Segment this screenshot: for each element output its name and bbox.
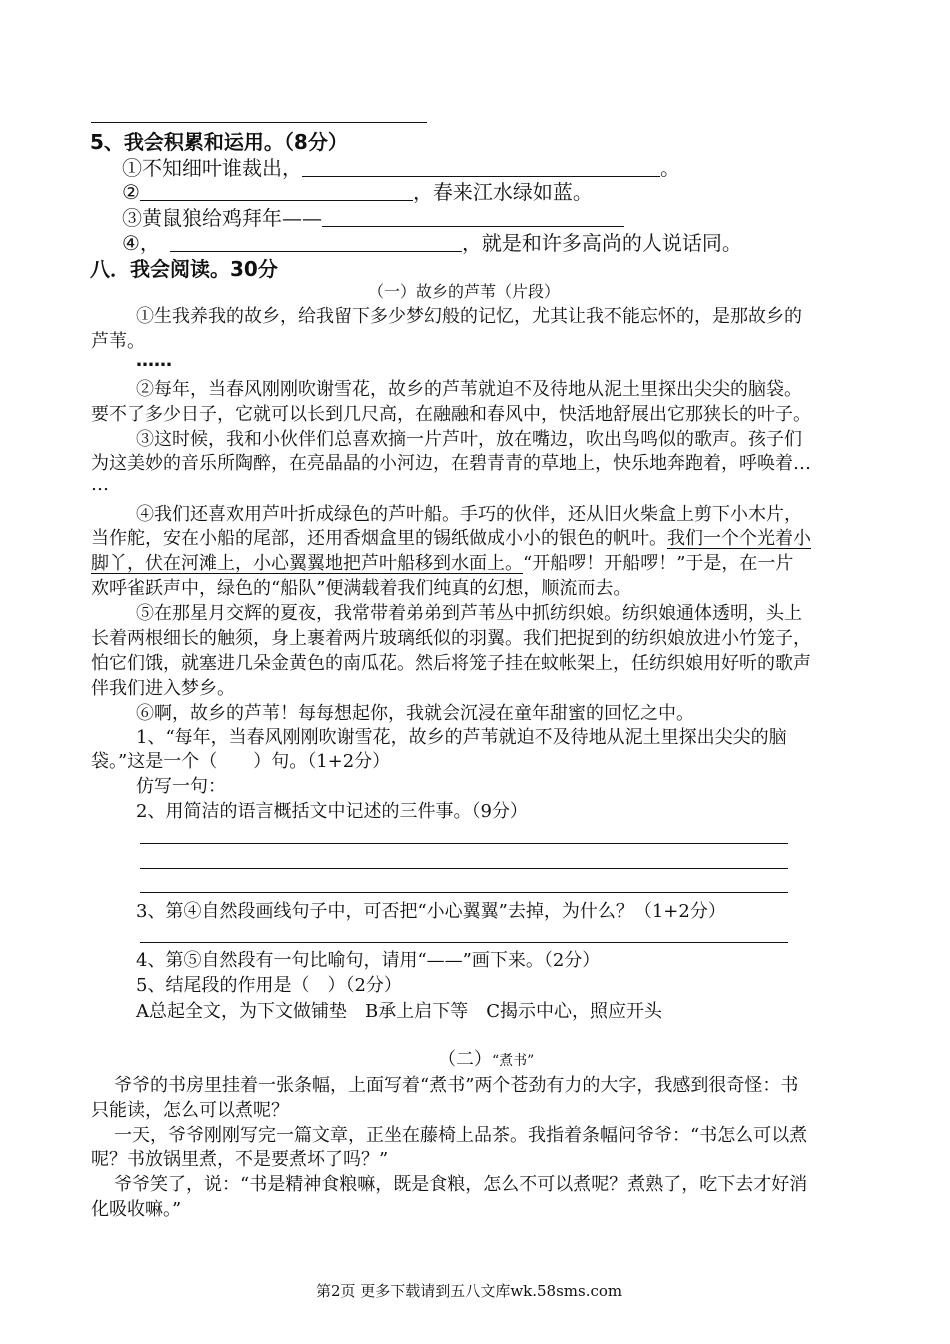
r1-p5-line3: 怕它们饿，就塞进几朵金黄色的南瓜花。然后将笼子挂在蚊帐架上，任纺织娘用好听的歌声 [91, 653, 811, 674]
r1-p4-underlined-start: 我们一个个光着小 [667, 528, 811, 549]
r2-p1-line2: 只能读，怎么可以煮呢？ [91, 1100, 289, 1121]
r1-p4-line4: 欢呼雀跃声中，绿色的“船队”便满载着我们纯真的幻想，顺流而去。 [91, 578, 632, 599]
q5-item-3-blank[interactable] [322, 206, 624, 227]
r1-p5-line2: 长着两根细长的触须，身上裹着两片玻璃纸似的羽翼。我们把捉到的纺织娘放进小竹笼子， [91, 628, 811, 649]
r1-q5-options: A总起全文，为下文做铺垫 B承上启下等 C揭示中心，照应开头 [136, 1001, 662, 1022]
r1-q1-line2: 袋。”这是一个（ ）句。（1+2分） [91, 751, 391, 772]
r1-q4: 4、第⑤自然段有一句比喻句，请用“——”画下来。（2分） [136, 950, 601, 971]
q5-item-3-prompt: ③黄鼠狼给鸡拜年—— [122, 206, 322, 230]
r1-p5-line1: ⑤在那星月交辉的夏夜，我常带着弟弟到芦苇丛中抓纺织娘。纺织娘通体透明，头上 [136, 603, 802, 624]
r1-q2-answer-line-1[interactable] [140, 843, 788, 844]
r2-p3-line2: 化吸收嘛。” [91, 1199, 182, 1220]
page-footer: 第2页 更多下载请到五八文库wk.58sms.com [316, 1282, 623, 1300]
r2-p3-line1: 爷爷笑了，说：“书是精神食粮嘛，既是食粮，怎么不可以煮呢？煮熟了，吃下去才好消 [114, 1174, 808, 1195]
r1-ellipsis: …… [136, 350, 172, 371]
r1-p1-line1: ①生我养我的故乡，给我留下多少梦幻般的记忆，尤其让我不能忘怀的，是那故乡的 [136, 306, 802, 327]
r1-p5-line4: 伴我们进入梦乡。 [91, 678, 235, 699]
r1-p6-line1: ⑥啊，故乡的芦苇！每每想起你，我就会沉浸在童年甜蜜的回忆之中。 [136, 703, 694, 724]
r1-p2-line2: 要不了多少日子，它就可以长到几尺高，在融融和春风中，快活地舒展出它那狭长的叶子。 [91, 404, 811, 425]
top-answer-line [91, 122, 427, 123]
r1-q3-answer-line[interactable] [140, 942, 788, 943]
section-8-title: 八．我会阅读。30分 [90, 257, 278, 281]
reading-1-title: （一）故乡的芦苇（片段） [368, 282, 561, 301]
q5-item-1-blank[interactable] [302, 156, 660, 177]
r1-p4-underlined-end: 脚丫，伏在河滩上，小心翼翼地把芦叶船移到水面上。 [91, 553, 523, 574]
r1-q1-imitate: 仿写一句： [136, 776, 226, 797]
r1-p4-line3-text: “开船啰！开船啰！”于是，在一片 [523, 553, 794, 574]
r2-p2-line1: 一天，爷爷刚刚写完一篇文章，正坐在藤椅上品茶。我指着条幅问爷爷：“书怎么可以煮 [114, 1125, 808, 1146]
reading-2-title-num: （二） [438, 1049, 492, 1070]
r1-p3-line1: ③这时候，我和小伙伴们总喜欢摘一片芦叶，放在嘴边，吹出鸟鸣似的歌声。孩子们 [136, 429, 802, 450]
r1-p3-line3: … [91, 474, 109, 495]
q5-item-2-blank[interactable] [140, 180, 413, 201]
q5-item-4 [122, 227, 742, 256]
r1-q2-answer-line-3[interactable] [140, 892, 788, 893]
r1-p1-line2: 芦苇。 [91, 331, 145, 352]
reading-2-title-text: “煮书” [492, 1053, 535, 1069]
r1-q5: 5、结尾段的作用是（ ）（2分） [136, 975, 402, 996]
q5-item-2-prompt: ② [122, 180, 140, 204]
r1-p2-line1: ②每年，当春风刚刚吹谢雪花，故乡的芦苇就迫不及待地从泥土里探出尖尖的脑袋。 [136, 379, 802, 400]
q5-item-2-end: ，春来江水绿如蓝。 [412, 180, 593, 204]
r2-p1-line1: 爷爷的书房里挂着一张条幅，上面写着“煮书”两个苍劲有力的大字，我感到很奇怪：书 [114, 1075, 799, 1096]
q5-item-1-end: 。 [660, 156, 680, 180]
r1-p4-line3 [91, 549, 793, 575]
r1-q2: 2、用简洁的语言概括文中记述的三件事。（9分） [136, 801, 528, 822]
reading-2-title [438, 1045, 534, 1071]
q5-item-1-prompt: ①不知细叶谁裁出， [122, 156, 302, 180]
q5-title: 5、我会积累和运用。（8分） [90, 130, 348, 154]
r1-p3-line2: 为这美妙的音乐所陶醉，在亮晶晶的小河边，在碧青青的草地上，快乐地奔跑着，呼唤着… [91, 453, 811, 474]
q5-item-4-blank[interactable] [170, 231, 462, 252]
r1-q2-answer-line-2[interactable] [140, 868, 788, 869]
r1-p4-line1: ④我们还喜欢用芦叶折成绿色的芦叶船。手巧的伙伴，还从旧火柴盒上剪下小木片， [136, 504, 802, 525]
r1-q3: 3、第④自然段画线句子中，可否把“小心翼翼”去掉，为什么？（1+2分） [136, 901, 726, 922]
q5-item-4-end: ，就是和许多高尚的人说话同。 [461, 231, 742, 255]
r1-p4-line2 [91, 524, 811, 550]
q5-item-4-prompt: ④， [122, 231, 160, 255]
q5-item-2 [122, 176, 593, 205]
r2-p2-line2: 呢？书放锅里煮，不是要煮坏了吗？” [91, 1149, 389, 1170]
r1-p4-line2-text: 当作舵，安在小船的尾部，还用香烟盒里的锡纸做成小小的银色的帆叶。 [91, 528, 667, 549]
r1-q1-line1: 1、“每年，当春风刚刚吹谢雪花，故乡的芦苇就迫不及待地从泥土里探出尖尖的脑 [136, 727, 787, 748]
